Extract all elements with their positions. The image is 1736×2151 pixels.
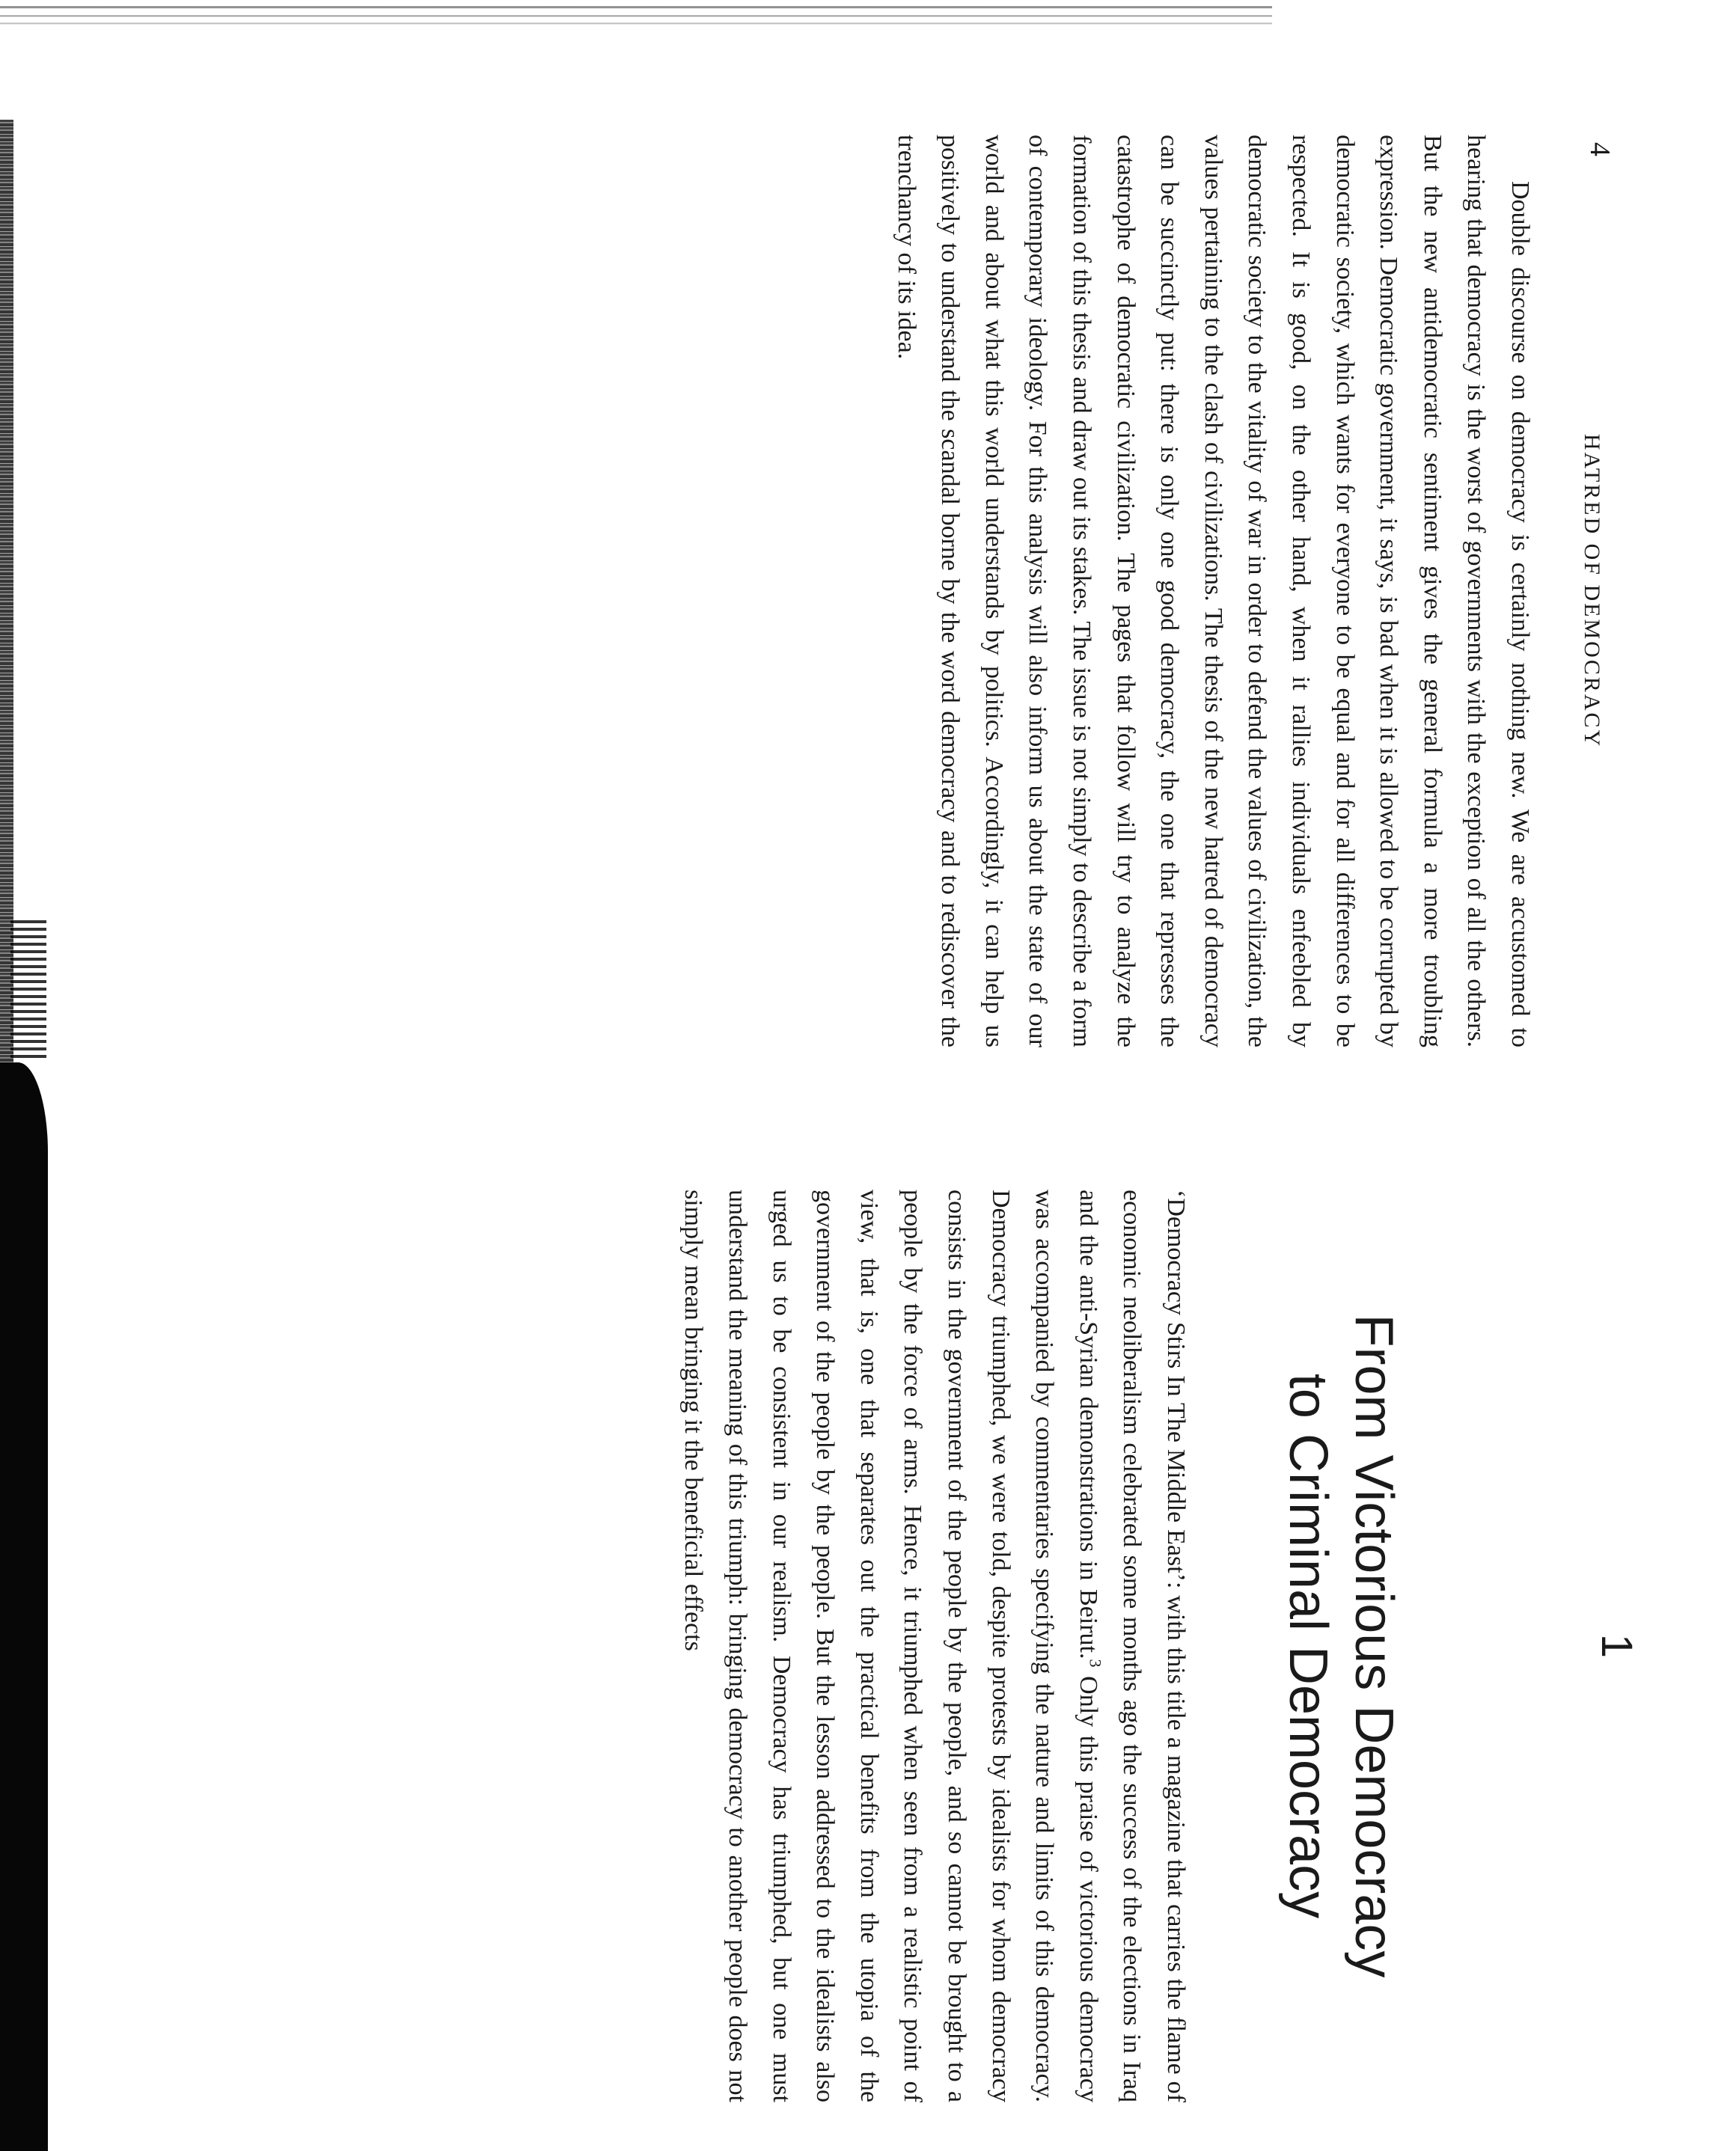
footnote-marker[interactable]: 3 [1086, 1659, 1105, 1668]
body-paragraph: Double discourse on democracy is certainly nothing new. We are accustomed to hearing that democracy is the worst of governments with the exception of all the others. But the new antidemocratic sentiment gives the general formula a more troubling expression. Democratic government, it says, is bad when it is allowed to be corrupted by democratic society, which wants for everyone to be equal and for all differences to be respected. It is good, on the other hand, when it rallies individuals enfeebled by democratic society to the vitality of war in order to defend the values of civilization, the values pertaining to the clash of civilizations. The thesis of the new hatred of democracy can be succinctly put: there is only one good democracy, the one that represses the catastrophe of democratic civilization. The pages that follow will try to analyze the formation of this thesis and draw out its stakes. The issue is not simply to describe a form of contemporary ideology. For this analysis will also inform us about the state of our world and about what this world understands by politics. Accordingly, it can help us positively to understand the scandal borne by the word democracy and to rediscover the trenchancy of its idea. [892, 135, 1534, 1047]
chapter-title-line-2: to Criminal Democracy [1278, 1373, 1338, 1919]
running-head: HATRED OF DEMOCRACY [1580, 433, 1604, 749]
paragraph-text-after-note: Only this praise of victorious democracy was accompanied by commentaries specifying the nature and limits of this democracy. Democracy triumphed, we were told, despite protests by idealists for whom democracy consists in the government of the people by the people, and so cannot be brought to a people by the force of arms. Hence, it triumphed when seen from a realistic point of view, that is, one that separates out the practical benefits from the utopia of the government of the people by the people. But the lesson addressed to the idealists also urged us to be consistent in our realism. Democracy has triumphed, but one must understand the meaning of this triumph: bringing democracy to another people does not simply mean bringing it the beneficial effects [679, 1190, 1102, 2103]
chapter-opening-paragraph [671, 1190, 1197, 2102]
paragraph-text-before-note: ‘Democracy Stirs In The Middle East’: with this title a magazine that carries the flame of economic neoliberalism celebrated some months ago the success of the elections in Iraq and the anti-Syrian demonstrations in Beirut. [1074, 1190, 1190, 2102]
page-number: 4 [1584, 142, 1616, 156]
chapter-number: 1 [1592, 1633, 1641, 1659]
chapter-title [1275, 1190, 1407, 2102]
chapter-title-line-1: From Victorious Democracy [1344, 1314, 1404, 1978]
left-page [150, 135, 1616, 1047]
right-page [150, 1190, 1646, 2102]
